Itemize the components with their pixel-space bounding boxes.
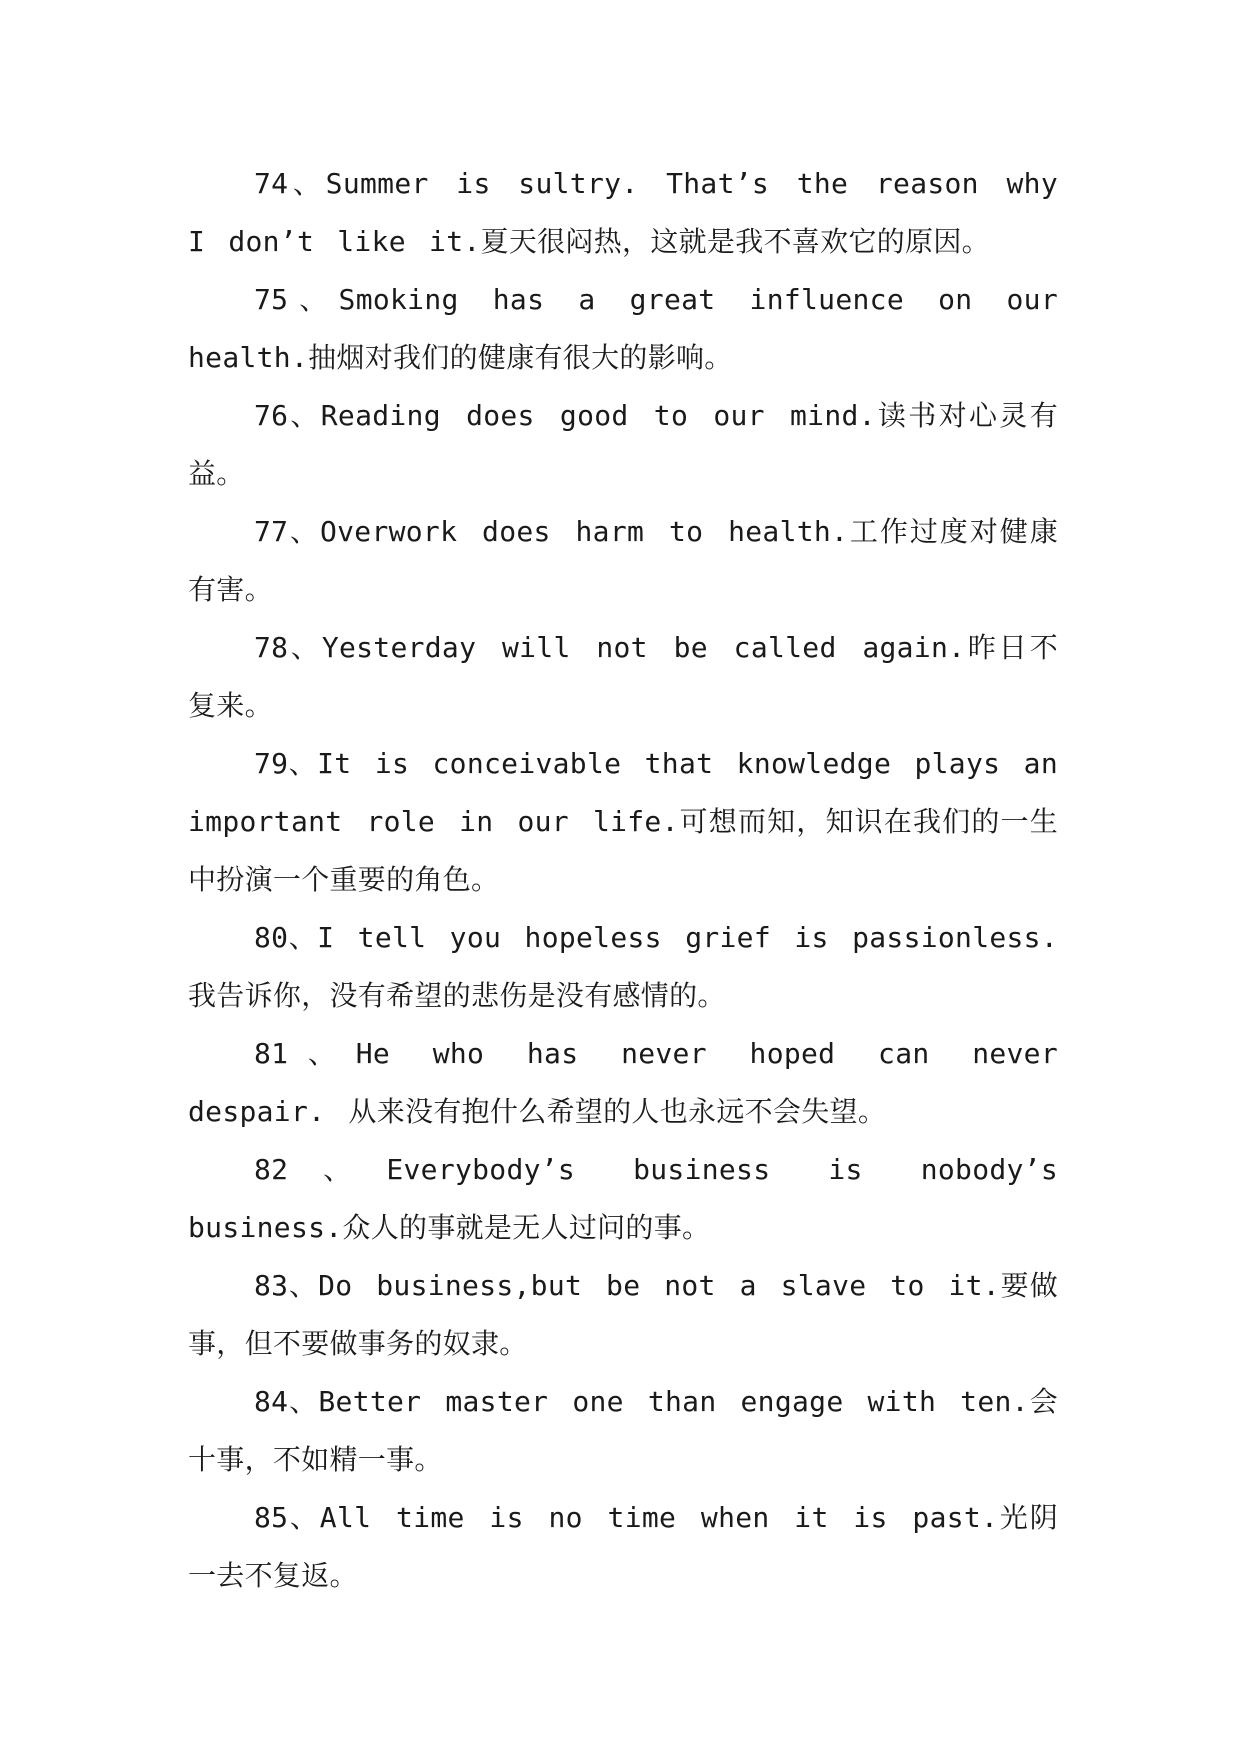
sentence-number: 79 [254,747,289,780]
sentence-text: 、Everybody’s business is nobody’s business.众人的事就是无人过问的事。 [188,1153,1058,1244]
sentence-81 [188,1025,1058,1141]
sentence-80 [188,909,1058,1025]
sentence-text: 、Summer is sultry. That’s the reason why I don’t like it.夏天很闷热，这就是我不喜欢它的原因。 [188,167,1058,258]
sentence-text: 、Reading does good to our mind.读书对心灵有益。 [188,399,1058,490]
sentence-text: 、I tell you hopeless grief is passionless. 我告诉你，没有希望的悲伤是没有感情的。 [188,921,1058,1012]
sentence-text: 、He who has never hoped can never despair. 从来没有抱什么希望的人也永远不会失望。 [188,1037,1058,1128]
sentence-number: 83 [254,1269,289,1302]
sentence-number: 80 [254,921,289,954]
sentence-number: 78 [254,631,289,664]
sentence-76 [188,387,1058,503]
sentence-text: 、Overwork does harm to health.工作过度对健康有害。 [188,515,1058,606]
sentence-number: 75 [254,283,289,316]
sentence-number: 82 [254,1153,289,1186]
sentence-list [188,155,1058,1605]
sentence-text: 、Smoking has a great influence on our health.抽烟对我们的健康有很大的影响。 [188,283,1058,374]
sentence-text: 、Yesterday will not be called again.昨日不复来。 [188,631,1058,722]
sentence-number: 76 [254,399,289,432]
sentence-74 [188,155,1058,271]
sentence-82 [188,1141,1058,1257]
sentence-78 [188,619,1058,735]
sentence-number: 77 [254,515,289,548]
sentence-number: 85 [254,1501,289,1534]
sentence-text: 、Better master one than engage with ten.会十事，不如精一事。 [188,1385,1058,1476]
sentence-84 [188,1373,1058,1489]
sentence-number: 74 [254,167,289,200]
sentence-75 [188,271,1058,387]
sentence-text: 、Do business,but be not a slave to it.要做事，但不要做事务的奴隶。 [188,1269,1058,1360]
sentence-text: 、All time is no time when it is past.光阴一去不复返。 [188,1501,1058,1592]
sentence-83 [188,1257,1058,1373]
sentence-text: 、It is conceivable that knowledge plays an important role in our life.可想而知，知识在我们的一生中扮演一个重要的角色。 [188,747,1058,896]
sentence-number: 84 [254,1385,289,1418]
sentence-number: 81 [254,1037,289,1070]
sentence-77 [188,503,1058,619]
sentence-79 [188,735,1058,909]
sentence-85 [188,1489,1058,1605]
